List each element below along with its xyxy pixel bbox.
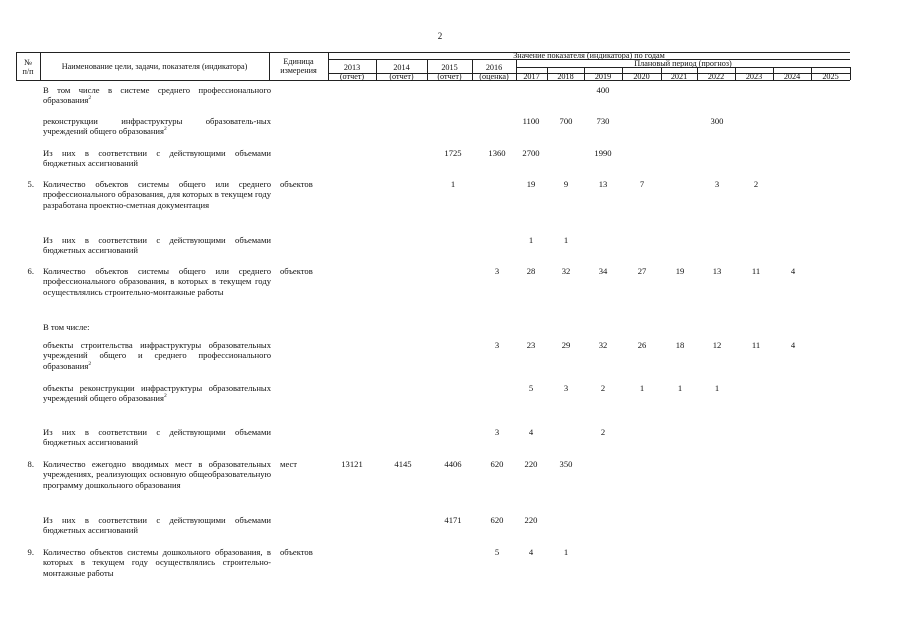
- row-value-2019: 2: [600, 383, 606, 393]
- header-plan-title: Плановый период (прогноз): [634, 59, 732, 68]
- row-value-2017: 2700: [522, 148, 540, 158]
- row-value-2018: 9: [563, 179, 569, 189]
- row-number: 5.: [27, 179, 34, 189]
- header-group-title: Значение показателя (индикатора) по годам: [513, 51, 665, 60]
- row-value-2019: 34: [598, 266, 608, 276]
- header-col-unit: Единица измерения: [280, 57, 317, 75]
- row-indicator-text: объекты строительства инфраструктуры образовательных учреждений общего и среднего профессионального образования: [43, 340, 271, 371]
- row-value-2014: 4145: [394, 459, 412, 469]
- row-indicator-text: реконструкции инфраструктуры образователь-ных учреждений общего образования: [43, 116, 271, 137]
- row-number: 8.: [27, 459, 34, 469]
- row-value-2023: 2: [753, 179, 759, 189]
- header-year-note: (оценка): [479, 72, 509, 81]
- row-value-2022: 1: [714, 383, 720, 393]
- row-unit: объектов: [280, 266, 313, 276]
- row-unit: объектов: [280, 547, 313, 557]
- header-plan-year: 2024: [783, 72, 801, 81]
- row-value-2018: 350: [559, 459, 573, 469]
- header-plan-year: 2017: [523, 72, 540, 81]
- page-number: 2: [437, 31, 443, 41]
- row-value-2019: 400: [596, 85, 610, 95]
- row-value-2020: 26: [637, 340, 647, 350]
- header-year: 2015: [441, 63, 458, 72]
- row-value-2016: 3: [494, 427, 500, 437]
- row-value-2016: 3: [494, 266, 500, 276]
- row-indicator-name: [43, 322, 271, 332]
- header-plan-year: 2025: [822, 72, 839, 81]
- row-value-2022: 13: [712, 266, 722, 276]
- header-col-name: Наименование цели, задачи, показателя (индикатора): [61, 62, 248, 71]
- row-value-2019: 730: [596, 116, 610, 126]
- row-unit: мест: [280, 459, 298, 469]
- row-indicator-name: [43, 116, 271, 137]
- row-value-2017: 4: [528, 547, 534, 557]
- header-year-note: (отчет): [339, 72, 365, 81]
- row-indicator-name: [43, 340, 271, 371]
- header-plan-year: 2020: [633, 72, 650, 81]
- row-value-2017: 220: [524, 459, 538, 469]
- row-value-2018: 700: [559, 116, 573, 126]
- row-value-2022: 300: [710, 116, 724, 126]
- row-value-2016: 3: [494, 340, 500, 350]
- row-indicator-text: Количество объектов системы общего или среднего профессионального образования, в которых в текущем году осуществлялись строительно-монтажные работы: [43, 266, 271, 297]
- header-plan-year: 2021: [670, 72, 688, 81]
- row-value-2017: 5: [528, 383, 534, 393]
- row-value-2015: 4171: [444, 515, 462, 525]
- row-indicator-name: [43, 547, 271, 578]
- row-value-2017: 1100: [522, 116, 540, 126]
- row-value-2019: 1990: [594, 148, 612, 158]
- row-value-2022: 3: [714, 179, 720, 189]
- row-indicator-name: [43, 266, 271, 297]
- row-value-2015: 4406: [444, 459, 462, 469]
- row-unit: объектов: [280, 179, 313, 189]
- row-value-2017: 19: [526, 179, 536, 189]
- row-indicator-text: Из них в соответствии с действующими объемами бюджетных ассигнований: [43, 427, 271, 448]
- row-value-2020: 7: [639, 179, 645, 189]
- row-value-2018: 32: [561, 266, 571, 276]
- footnote-marker: 2: [164, 393, 167, 400]
- row-value-2017: 23: [526, 340, 536, 350]
- row-value-2019: 13: [598, 179, 608, 189]
- header-year: 2014: [393, 63, 410, 72]
- header-year-note: (отчет): [437, 72, 462, 81]
- row-value-2023: 11: [751, 340, 761, 350]
- footnote-marker: 2: [88, 360, 92, 367]
- row-value-2017: 220: [524, 515, 538, 525]
- row-number: 6.: [27, 266, 34, 276]
- row-value-2023: 11: [751, 266, 761, 276]
- header-year: 2013: [343, 63, 361, 72]
- row-value-2021: 1: [677, 383, 683, 393]
- row-indicator-text: Из них в соответствии с действующими объемами бюджетных ассигнований: [43, 148, 271, 169]
- row-value-2018: 1: [563, 547, 569, 557]
- row-value-2020: 1: [639, 383, 645, 393]
- row-indicator-text: Количество ежегодно вводимых мест в образовательных учреждениях, реализующих основную общеобразовательную программу дошкольного образования: [43, 459, 271, 490]
- footnote-marker: 2: [88, 95, 92, 102]
- header-col-no: № п/п: [22, 58, 34, 76]
- row-indicator-name: [43, 383, 271, 404]
- row-value-2018: 1: [563, 235, 569, 245]
- row-indicator-name: [43, 235, 271, 256]
- row-indicator-name: [43, 179, 271, 210]
- row-value-2021: 18: [675, 340, 685, 350]
- row-value-2020: 27: [637, 266, 647, 276]
- row-value-2022: 12: [712, 340, 722, 350]
- row-indicator-name: [43, 85, 271, 106]
- header-vline: [850, 67, 851, 80]
- header-year: 2016: [485, 63, 503, 72]
- row-value-2016: 5: [494, 547, 500, 557]
- header-plan-year: 2022: [707, 72, 725, 81]
- row-indicator-name: [43, 459, 271, 490]
- row-value-2024: 4: [790, 266, 796, 276]
- row-indicator-name: [43, 148, 271, 169]
- header-plan-year: 2019: [594, 72, 612, 81]
- row-value-2021: 19: [675, 266, 685, 276]
- row-indicator-text: В том числе:: [43, 322, 90, 332]
- row-number: 9.: [27, 547, 34, 557]
- row-value-2017: 1: [528, 235, 534, 245]
- row-value-2015: 1725: [444, 148, 462, 158]
- row-indicator-text: Из них в соответствии с действующими объемами бюджетных ассигнований: [43, 515, 271, 536]
- row-indicator-text: Количество объектов системы общего или среднего профессионального образования, для которых в текущем году разработана проектно-сметная документация: [43, 179, 271, 210]
- row-value-2015: 1: [450, 179, 456, 189]
- row-indicator-text: объекты реконструкции инфраструктуры образовательных учреждений общего образования: [43, 383, 271, 404]
- row-value-2018: 29: [561, 340, 571, 350]
- header-year-note: (отчет): [389, 72, 414, 81]
- row-value-2017: 4: [528, 427, 534, 437]
- row-value-2016: 620: [490, 459, 504, 469]
- footnote-marker: 2: [164, 126, 167, 133]
- row-indicator-name: [43, 427, 271, 448]
- header-plan-year: 2023: [745, 72, 763, 81]
- row-indicator-text: В том числе в системе среднего профессионального образования: [43, 85, 271, 106]
- row-indicator-text: Количество объектов системы дошкольного образования, в которых в текущем году осуществлялись строительно-монтажные работы: [43, 547, 271, 578]
- row-value-2019: 32: [598, 340, 608, 350]
- row-indicator-text: Из них в соответствии с действующими объемами бюджетных ассигнований: [43, 235, 271, 256]
- row-value-2019: 2: [600, 427, 606, 437]
- row-value-2013: 13121: [341, 459, 363, 469]
- row-value-2018: 3: [563, 383, 569, 393]
- row-value-2017: 28: [526, 266, 536, 276]
- row-value-2024: 4: [790, 340, 796, 350]
- row-value-2016: 620: [490, 515, 504, 525]
- row-indicator-name: [43, 515, 271, 536]
- header-plan-year: 2018: [557, 72, 574, 81]
- row-value-2016: 1360: [488, 148, 506, 158]
